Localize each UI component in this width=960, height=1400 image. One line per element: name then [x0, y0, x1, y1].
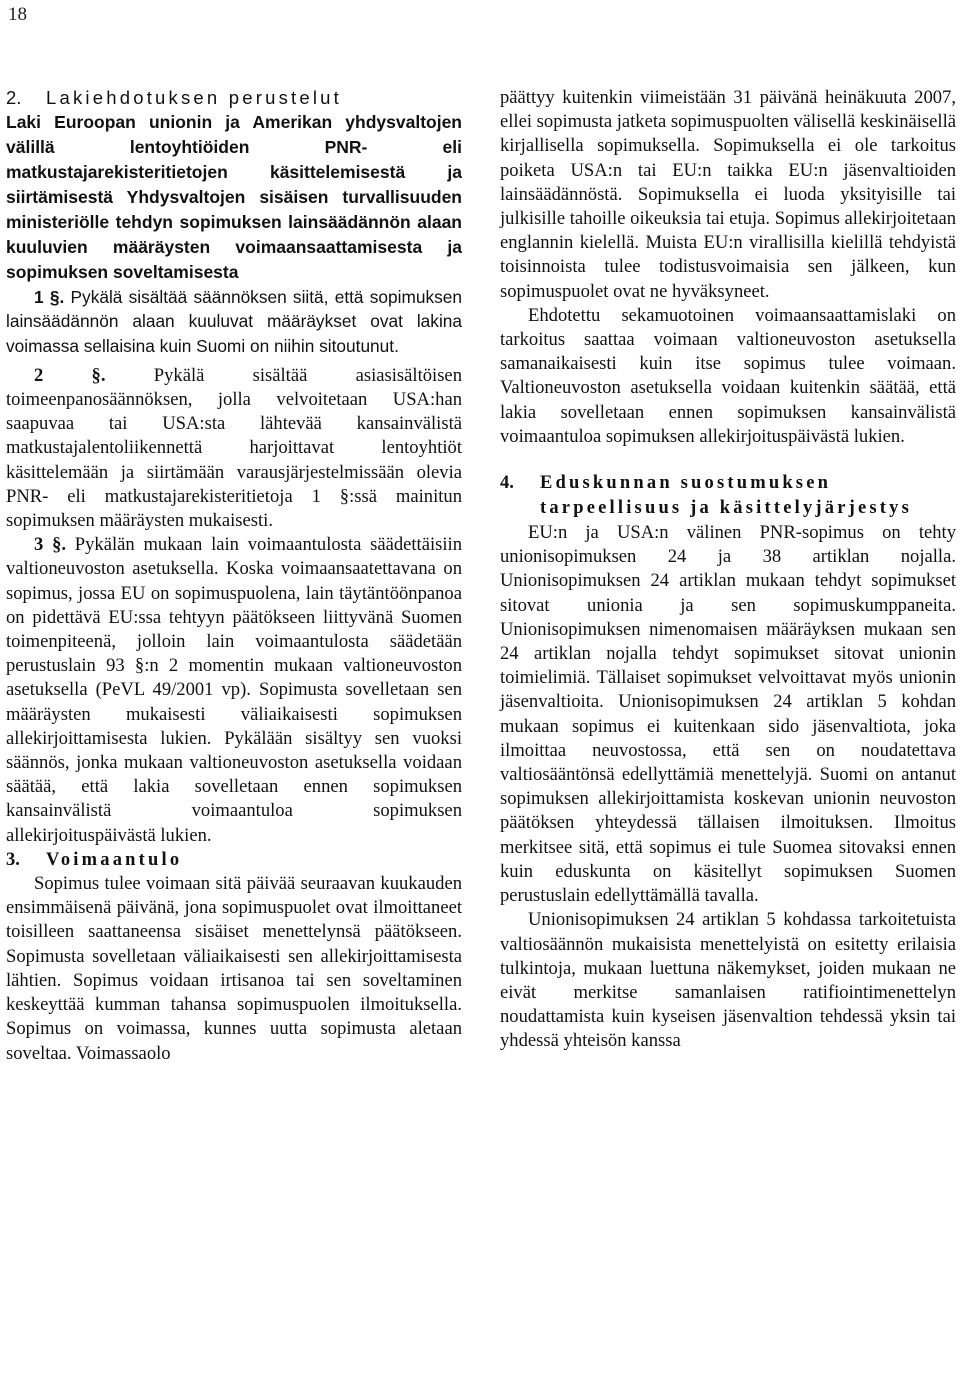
section-4-title-line1: Eduskunnan suostumuksen	[540, 473, 832, 494]
section-3-text: Sopimus tulee voimaan sitä päivää seuraavan kuukauden ensimmäisenä päivänä, jona sopimuspuolet ovat ilmoittaneet toisilleen saattaneensa sisäiset menettelynsä päätökseen. Sopimusta sovelletaan väliaikaisesti sen allekirjoittamisesta lähtien. Sopimus voidaan irtisanoa tai sen soveltaminen keskeyttää kumman tahansa sopimuspuolen ilmoituksella. Sopimus on voimassa, kunnes uutta sopimusta aletaan soveltaa. Voimassaolo	[6, 873, 462, 1064]
right-column	[500, 86, 956, 1054]
law-title: Laki Euroopan unionin ja Amerikan yhdysvaltojen välillä lentoyhtiöiden PNR- eli matkustajarekisteritietojen käsittelemisestä ja siirtämisestä Yhdysvaltojen sisäisen turvallisuuden ministeriölle tehdyn sopimuksen lainsäädännön alaan kuuluvien määräysten voimaansaattamisesta ja sopimuksen soveltamisesta	[6, 112, 462, 283]
section-2-heading	[6, 86, 462, 110]
paragraph-3-marker: 3 §.	[34, 534, 67, 556]
continued-text: päättyy kuitenkin viimeistään 31 päivänä heinäkuuta 2007, ellei sopimusta jatketa sopimuspuolten välisellä keskinäisellä kirjallisella sopimuksella. Sopimuksella ei ole tarkoitus poiketa USA:n tai EU:n taikka EU:n jäsenvaltioiden lainsäädännöstä. Sopimuksella ei luoda yksityisille tai julkisille tahoille oikeuksia tai etuja. Sopimus allekirjoitetaan englannin kielellä. Muista EU:n virallisilla kielillä tehdyistä toisinnoista tulee todistusvoimaisia sen jälkeen, kun sopimuspuolet ovat ne hyväksyneet.	[500, 87, 956, 302]
section-4-title-line2: tarpeellisuus ja käsittelyjärjestys	[540, 498, 912, 519]
section-2-number: 2.	[6, 87, 22, 108]
section-3-title: Voimaantulo	[46, 849, 183, 870]
section-2-title: Lakiehdotuksen perustelut	[46, 87, 342, 108]
paragraph-3-text: Pykälän mukaan lain voimaantulosta säädettäisiin valtioneuvoston asetuksella. Koska voimaansaatettavana on sopimus, jossa EU on sopimuspuolena, lain täytäntöönpanoa on pidettävä EU:ssa tehtyyn päätökseen liittyvänä Suomen toimenpiteenä, jolloin lain voimaantulosta säädetään perustuslain 93 §:n 2 momentin mukaan valtioneuvoston asetuksella (PeVL 49/2001 vp). Sopimusta sovelletaan sen määräysten mukaisesti väliaikaisesti sopimuksen allekirjoittamisesta lukien. Pykälään sisältyy sen vuoksi säännös, jonka mukaan valtioneuvoston asetuksella voidaan säätää, että lakia sovelletaan ennen sopimuksen kansainvälistä voimaantuloa sopimuksen allekirjoituspäivästä lukien.	[6, 534, 462, 846]
paragraph-eu-usa: EU:n ja USA:n välinen PNR-sopimus on tehty unionisopimuksen 24 ja 38 artiklan nojalla. Unionisopimuksen 24 artiklan mukaan tehdyt sopimukset sitovat unionia ja sen sopimuskumppaneita. Unionisopimuksen nimenomaisen määräyksen mukaan sen 24 artiklan nojalla tehdyt sopimukset sitovat unionin toimielimiä. Tällaiset sopimukset velvoittavat myös unionin jäsenvaltioita. Unionisopimuksen 24 artiklan 5 kohdan mukaan sopimus ei kuitenkaan sido jäsenvaltiota, joka ilmoittaa neuvostossa, että sen on noudatettava valtiosääntönsä edellyttämiä menettelyjä. Suomi on antanut sopimuksen allekirjoittamista koskevan unionin neuvoston päätöksen yhteydessä tällaisen ilmoituksen. Ilmoitus merkitsee sitä, että sopimus ei tule Suomea sitovaksi ennen kuin eduskunta on käsitellyt sopimuksen Suomen perustuslain edellyttämällä tavalla.	[500, 522, 956, 907]
paragraph-ehdotettu: Ehdotettu sekamuotoinen voimaansaattamislaki on tarkoitus saattaa voimaan valtioneuvoston asetuksella samanaikaisesti kuin itse sopimus tulee voimaan. Valtioneuvoston asetuksella voidaan kuitenkin säätää, että lakia sovelletaan ennen sopimuksen kansainvälistä voimaantuloa sopimuksen allekirjoituspäivästä lukien.	[500, 304, 956, 447]
paragraph-2-marker: 2 §.	[34, 364, 106, 386]
section-4-number: 4.	[500, 473, 514, 494]
page-number: 18	[8, 4, 27, 25]
paragraph-1	[6, 285, 462, 358]
section-3-heading	[6, 848, 462, 872]
section-3-number: 3.	[6, 849, 20, 870]
paragraph-1-text: Pykälä sisältää säännöksen siitä, että sopimuksen lainsäädännön alaan kuuluvat määräykset ovat lakina voimassa sellaisina kuin Suomi on niihin sitoutunut.	[6, 287, 462, 356]
paragraph-2-text: Pykälä sisältää asiasisältöisen toimeenpanosäännöksen, jolla velvoitetaan USA:han saapuvaa tai USA:sta lähtevää kansainvälistä matkustajalentoliikennettä harjoittavat lentoyhtiöt käsittelemään ja siirtämään varausjärjestelmissään olevia PNR- eli matkustajarekisteritietoja 1 §:ssä mainitun sopimuksen määräysten mukaisesti.	[6, 364, 462, 532]
paragraph-1-marker: 1 §.	[34, 287, 65, 308]
section-4-heading	[500, 471, 956, 521]
paragraph-2	[6, 364, 462, 533]
left-column	[6, 86, 462, 1066]
paragraph-unionisopimuksen: Unionisopimuksen 24 artiklan 5 kohdassa tarkoitetuista valtiosäännön mukaisista menettelyistä on esitetty erilaisia tulkintoja, mukaan luettuna näkemykset, joiden mukaan ne eivät merkitse samanlaisen ratifiointimenettelyn noudattamista kuin kyseisen jäsenvaltion tehdessä yksin tai yhdessä yhteisön kanssa	[500, 909, 956, 1052]
paragraph-3	[6, 533, 462, 848]
